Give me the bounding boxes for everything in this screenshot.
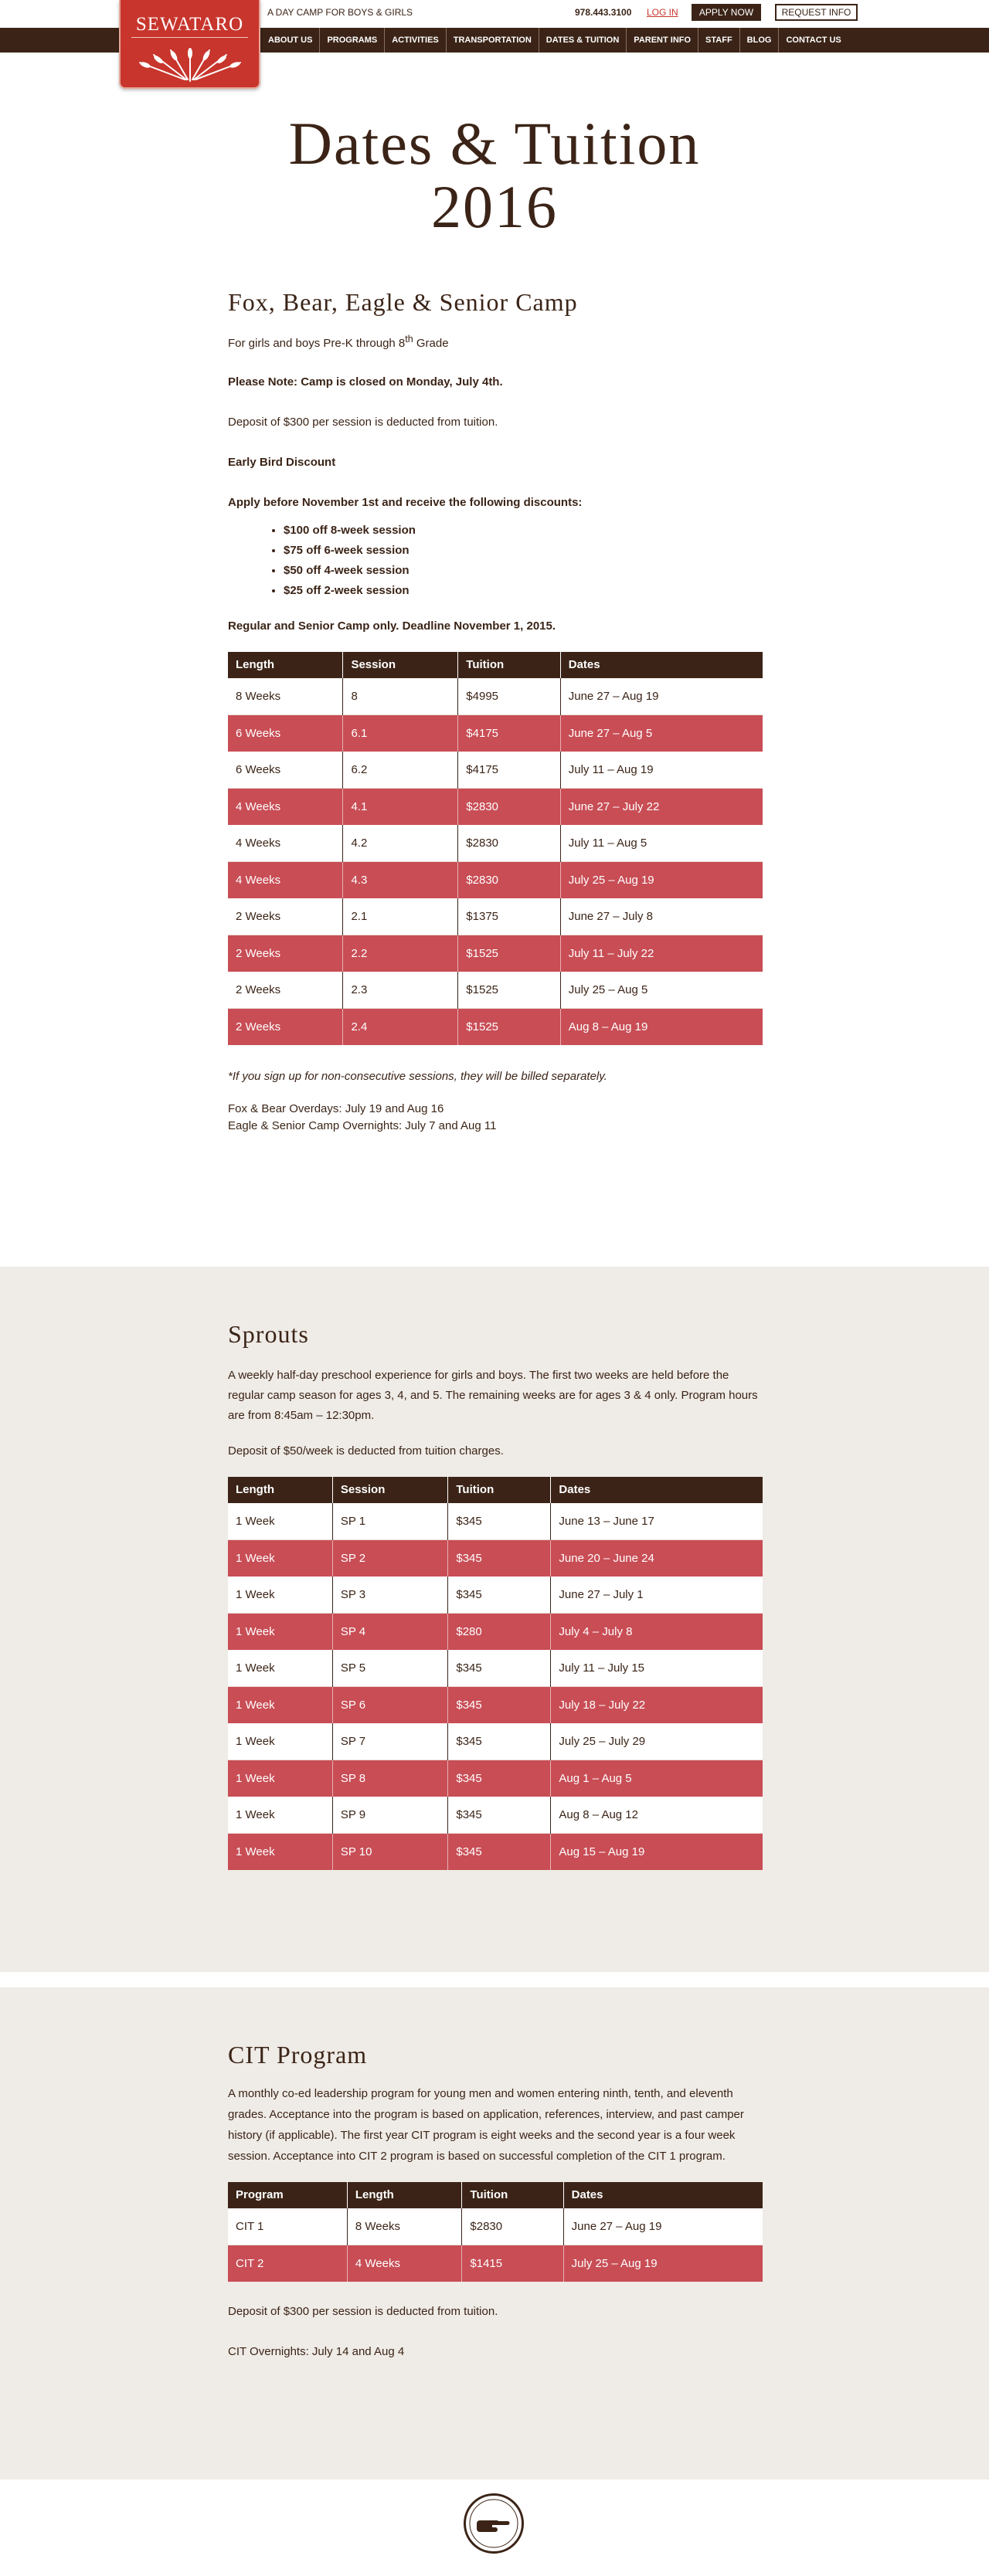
section-divider — [0, 1972, 989, 1987]
table-cell: 2 Weeks — [228, 935, 343, 972]
table-cell: July 11 – Aug 5 — [560, 825, 763, 862]
table-row — [228, 1723, 763, 1760]
camp-overnights: Eagle & Senior Camp Overnights: July 7 and Aug 11 — [228, 1119, 497, 1132]
col-tuition: Tuition — [458, 652, 560, 678]
table-row — [228, 1760, 763, 1797]
table-cell: Aug 1 – Aug 5 — [551, 1760, 763, 1797]
cit-tuition-table — [228, 2182, 763, 2282]
login-link[interactable]: LOG IN — [647, 7, 678, 18]
table-cell: $345 — [448, 1540, 551, 1577]
discount-list — [228, 522, 763, 599]
cit-deposit: Deposit of $300 per session is deducted from tuition. — [228, 2305, 498, 2318]
sprouts-content — [228, 1320, 763, 1870]
table-cell: June 27 – July 1 — [551, 1576, 763, 1614]
table-row — [228, 862, 763, 899]
table-row — [228, 1009, 763, 1046]
table-cell: 6 Weeks — [228, 752, 343, 789]
table-cell: Aug 8 – Aug 12 — [551, 1797, 763, 1834]
phone-number[interactable]: 978.443.3100 — [575, 7, 632, 18]
discount-item: • $75 off 6-week session — [284, 542, 763, 559]
table-cell: $1525 — [458, 1009, 560, 1046]
table-row — [228, 678, 763, 715]
table-row — [228, 898, 763, 935]
tagline: A DAY CAMP FOR BOYS & GIRLS — [267, 7, 413, 18]
page-title-line2: 2016 — [431, 173, 558, 240]
table-cell: 4 Weeks — [347, 2245, 462, 2282]
table-row — [228, 752, 763, 789]
table-cell: CIT 1 — [228, 2208, 347, 2245]
cit-table-body — [228, 2208, 763, 2282]
apply-before-text: Apply before November 1st and receive the following discounts: — [228, 496, 583, 509]
col-tuition: Tuition — [448, 1477, 551, 1503]
table-cell: 2 Weeks — [228, 972, 343, 1009]
table-cell: 2.4 — [343, 1009, 458, 1046]
col-length: Length — [347, 2182, 462, 2208]
camp-deposit: Deposit of $300 per session is deducted from tuition. — [228, 416, 498, 429]
table-cell: July 4 – July 8 — [551, 1614, 763, 1651]
table-cell: $345 — [448, 1687, 551, 1724]
table-cell: 2.1 — [343, 898, 458, 935]
sprouts-heading: Sprouts — [228, 1320, 309, 1348]
table-cell: $1525 — [458, 972, 560, 1009]
table-cell: June 13 – June 17 — [551, 1503, 763, 1540]
table-cell: 1 Week — [228, 1503, 332, 1540]
table-cell: July 11 – July 15 — [551, 1650, 763, 1687]
camp-tuition-table — [228, 652, 763, 1045]
col-session: Session — [332, 1477, 448, 1503]
table-cell: $280 — [448, 1614, 551, 1651]
camp-table-body — [228, 678, 763, 1045]
nav-parent-info[interactable]: PARENT INFO — [626, 28, 698, 53]
table-row — [228, 1576, 763, 1614]
table-cell: SP 10 — [332, 1834, 448, 1871]
sprouts-deposit: Deposit of $50/week is deducted from tuition charges. — [228, 1444, 504, 1458]
table-row — [228, 825, 763, 862]
table-cell: 1 Week — [228, 1797, 332, 1834]
table-cell: $345 — [448, 1760, 551, 1797]
table-cell: $2830 — [458, 789, 560, 826]
table-cell: SP 9 — [332, 1797, 448, 1834]
page-title — [0, 112, 989, 239]
sprouts-intro: A weekly half-day preschool experience for girls and boys. The first two weeks are held before the regular camp season for ages 3, 4, and 5. The remaining weeks are for ages 3 & 4 only. Program hours are from 8:45am – 12:30pm. — [228, 1369, 758, 1422]
table-cell: June 27 – July 22 — [560, 789, 763, 826]
request-info-button[interactable]: REQUEST INFO — [775, 4, 858, 21]
table-cell: July 25 – Aug 19 — [563, 2245, 763, 2282]
cit-intro: A monthly co-ed leadership program for young men and women entering ninth, tenth, and eleventh grades. Acceptance into the program is based on application, references, interview, and past camper history (if applicable). The first year CIT program is eight weeks and the second year is a four week session. Acceptance into CIT 2 program is based on successful completion of the CIT 1 program. — [228, 2087, 744, 2163]
table-cell: $345 — [448, 1834, 551, 1871]
table-row — [228, 1650, 763, 1687]
table-cell: 8 Weeks — [347, 2208, 462, 2245]
table-cell: 2.3 — [343, 972, 458, 1009]
table-cell: 2.2 — [343, 935, 458, 972]
col-dates: Dates — [563, 2182, 763, 2208]
table-cell: $345 — [448, 1503, 551, 1540]
camp-intro-suffix: Grade — [413, 337, 449, 350]
camp-intro-sup: th — [405, 334, 413, 344]
table-cell: $1415 — [462, 2245, 563, 2282]
table-row — [228, 1687, 763, 1724]
table-cell: 4 Weeks — [228, 789, 343, 826]
cit-heading: CIT Program — [228, 2041, 368, 2069]
sprouts-table-body — [228, 1503, 763, 1870]
table-cell: July 11 – July 22 — [560, 935, 763, 972]
table-cell: July 18 – July 22 — [551, 1687, 763, 1724]
table-cell: June 27 – Aug 19 — [560, 678, 763, 715]
table-row — [228, 715, 763, 752]
table-cell: 1 Week — [228, 1760, 332, 1797]
camp-heading: Fox, Bear, Eagle & Senior Camp — [228, 288, 578, 316]
discount-item: • $25 off 2-week session — [284, 582, 763, 599]
table-row — [228, 2245, 763, 2282]
table-cell: $1525 — [458, 935, 560, 972]
camp-section — [0, 263, 989, 1267]
logo[interactable] — [119, 0, 260, 89]
nav-programs[interactable]: PROGRAMS — [319, 28, 384, 53]
table-row — [228, 972, 763, 1009]
table-cell: 1 Week — [228, 1723, 332, 1760]
cit-overnights: CIT Overnights: July 14 and Aug 4 — [228, 2345, 405, 2358]
table-cell: $1375 — [458, 898, 560, 935]
table-cell: 2 Weeks — [228, 1009, 343, 1046]
table-cell: 1 Week — [228, 1834, 332, 1871]
nav-about-us[interactable]: ABOUT US — [268, 36, 313, 45]
table-cell: $2830 — [458, 862, 560, 899]
col-program: Program — [228, 2182, 347, 2208]
table-cell: SP 1 — [332, 1503, 448, 1540]
camp-content — [228, 288, 763, 1135]
table-cell: 6 Weeks — [228, 715, 343, 752]
table-row — [228, 789, 763, 826]
table-cell: $345 — [448, 1650, 551, 1687]
table-cell: SP 8 — [332, 1760, 448, 1797]
table-cell: 6.2 — [343, 752, 458, 789]
table-cell: June 20 – June 24 — [551, 1540, 763, 1577]
pointing-hand-icon[interactable] — [464, 2493, 524, 2554]
table-cell: SP 4 — [332, 1614, 448, 1651]
col-dates: Dates — [560, 652, 763, 678]
table-cell: $2830 — [462, 2208, 563, 2245]
camp-overdays: Fox & Bear Overdays: July 19 and Aug 16 — [228, 1102, 444, 1115]
early-bird-heading: Early Bird Discount — [228, 456, 336, 469]
table-cell: $4995 — [458, 678, 560, 715]
table-cell: 1 Week — [228, 1576, 332, 1614]
camp-intro-text: For girls and boys Pre-K through 8 — [228, 337, 406, 350]
cit-section — [0, 1987, 989, 2479]
table-cell: $4175 — [458, 752, 560, 789]
page-title-line1: Dates & Tuition — [288, 110, 701, 177]
nav-transportation[interactable]: TRANSPORTATION — [446, 28, 539, 53]
table-row — [228, 1503, 763, 1540]
regular-camp-note: Regular and Senior Camp only. Deadline November 1, 2015. — [228, 619, 556, 633]
table-cell: July 25 – Aug 19 — [560, 862, 763, 899]
hand-icon-graphic — [466, 2496, 522, 2551]
table-cell: July 25 – Aug 5 — [560, 972, 763, 1009]
table-cell: $345 — [448, 1797, 551, 1834]
table-cell: July 25 – July 29 — [551, 1723, 763, 1760]
table-cell: 4 Weeks — [228, 862, 343, 899]
table-row — [228, 2208, 763, 2245]
table-cell: 1 Week — [228, 1650, 332, 1687]
table-cell: July 11 – Aug 19 — [560, 752, 763, 789]
nav-activities[interactable]: ACTIVITIES — [384, 28, 446, 53]
sprouts-tuition-table — [228, 1477, 763, 1870]
nav-blog[interactable]: BLOG — [739, 28, 779, 53]
table-cell: 8 — [343, 678, 458, 715]
col-tuition: Tuition — [462, 2182, 563, 2208]
table-cell: June 27 – July 8 — [560, 898, 763, 935]
table-cell: SP 6 — [332, 1687, 448, 1724]
table-row — [228, 1540, 763, 1577]
table-cell: 4.3 — [343, 862, 458, 899]
apply-now-button[interactable]: APPLY NOW — [692, 4, 761, 21]
table-row — [228, 1834, 763, 1871]
sprouts-section — [0, 1267, 989, 1972]
table-cell: 4.2 — [343, 825, 458, 862]
nav-contact-us[interactable]: CONTACT US — [778, 28, 848, 53]
table-row — [228, 935, 763, 972]
table-cell: Aug 15 – Aug 19 — [551, 1834, 763, 1871]
table-cell: SP 3 — [332, 1576, 448, 1614]
table-cell: 8 Weeks — [228, 678, 343, 715]
discount-item: • $50 off 4-week session — [284, 562, 763, 579]
table-cell: $345 — [448, 1723, 551, 1760]
col-length: Length — [228, 1477, 332, 1503]
camp-closed-note: Please Note: Camp is closed on Monday, July 4th. — [228, 375, 503, 389]
table-cell: 1 Week — [228, 1687, 332, 1724]
table-cell: $2830 — [458, 825, 560, 862]
col-length: Length — [228, 652, 343, 678]
table-cell: SP 2 — [332, 1540, 448, 1577]
discount-item: • $100 off 8-week session — [284, 522, 763, 539]
table-cell: $4175 — [458, 715, 560, 752]
nav-staff[interactable]: STAFF — [698, 28, 739, 53]
table-cell: Aug 8 – Aug 19 — [560, 1009, 763, 1046]
table-cell: 6.1 — [343, 715, 458, 752]
table-cell: 4 Weeks — [228, 825, 343, 862]
table-cell: 1 Week — [228, 1614, 332, 1651]
table-cell: SP 5 — [332, 1650, 448, 1687]
table-cell: June 27 – Aug 19 — [563, 2208, 763, 2245]
col-dates: Dates — [551, 1477, 763, 1503]
table-cell: $345 — [448, 1576, 551, 1614]
feathers-icon — [132, 42, 248, 85]
table-cell: SP 7 — [332, 1723, 448, 1760]
camp-intro — [228, 331, 763, 352]
main-nav — [261, 28, 848, 53]
table-row — [228, 1797, 763, 1834]
nav-dates-tuition[interactable]: DATES & TUITION — [539, 28, 627, 53]
table-cell: 1 Week — [228, 1540, 332, 1577]
col-session: Session — [343, 652, 458, 678]
table-row — [228, 1614, 763, 1651]
table-cell: June 27 – Aug 5 — [560, 715, 763, 752]
cit-content — [228, 2041, 763, 2360]
table-cell: CIT 2 — [228, 2245, 347, 2282]
table-cell: 2 Weeks — [228, 898, 343, 935]
camp-footnote: *If you sign up for non-consecutive sessions, they will be billed separately. — [228, 1070, 607, 1083]
logo-text: SEWATARO — [131, 14, 248, 38]
table-cell: 4.1 — [343, 789, 458, 826]
